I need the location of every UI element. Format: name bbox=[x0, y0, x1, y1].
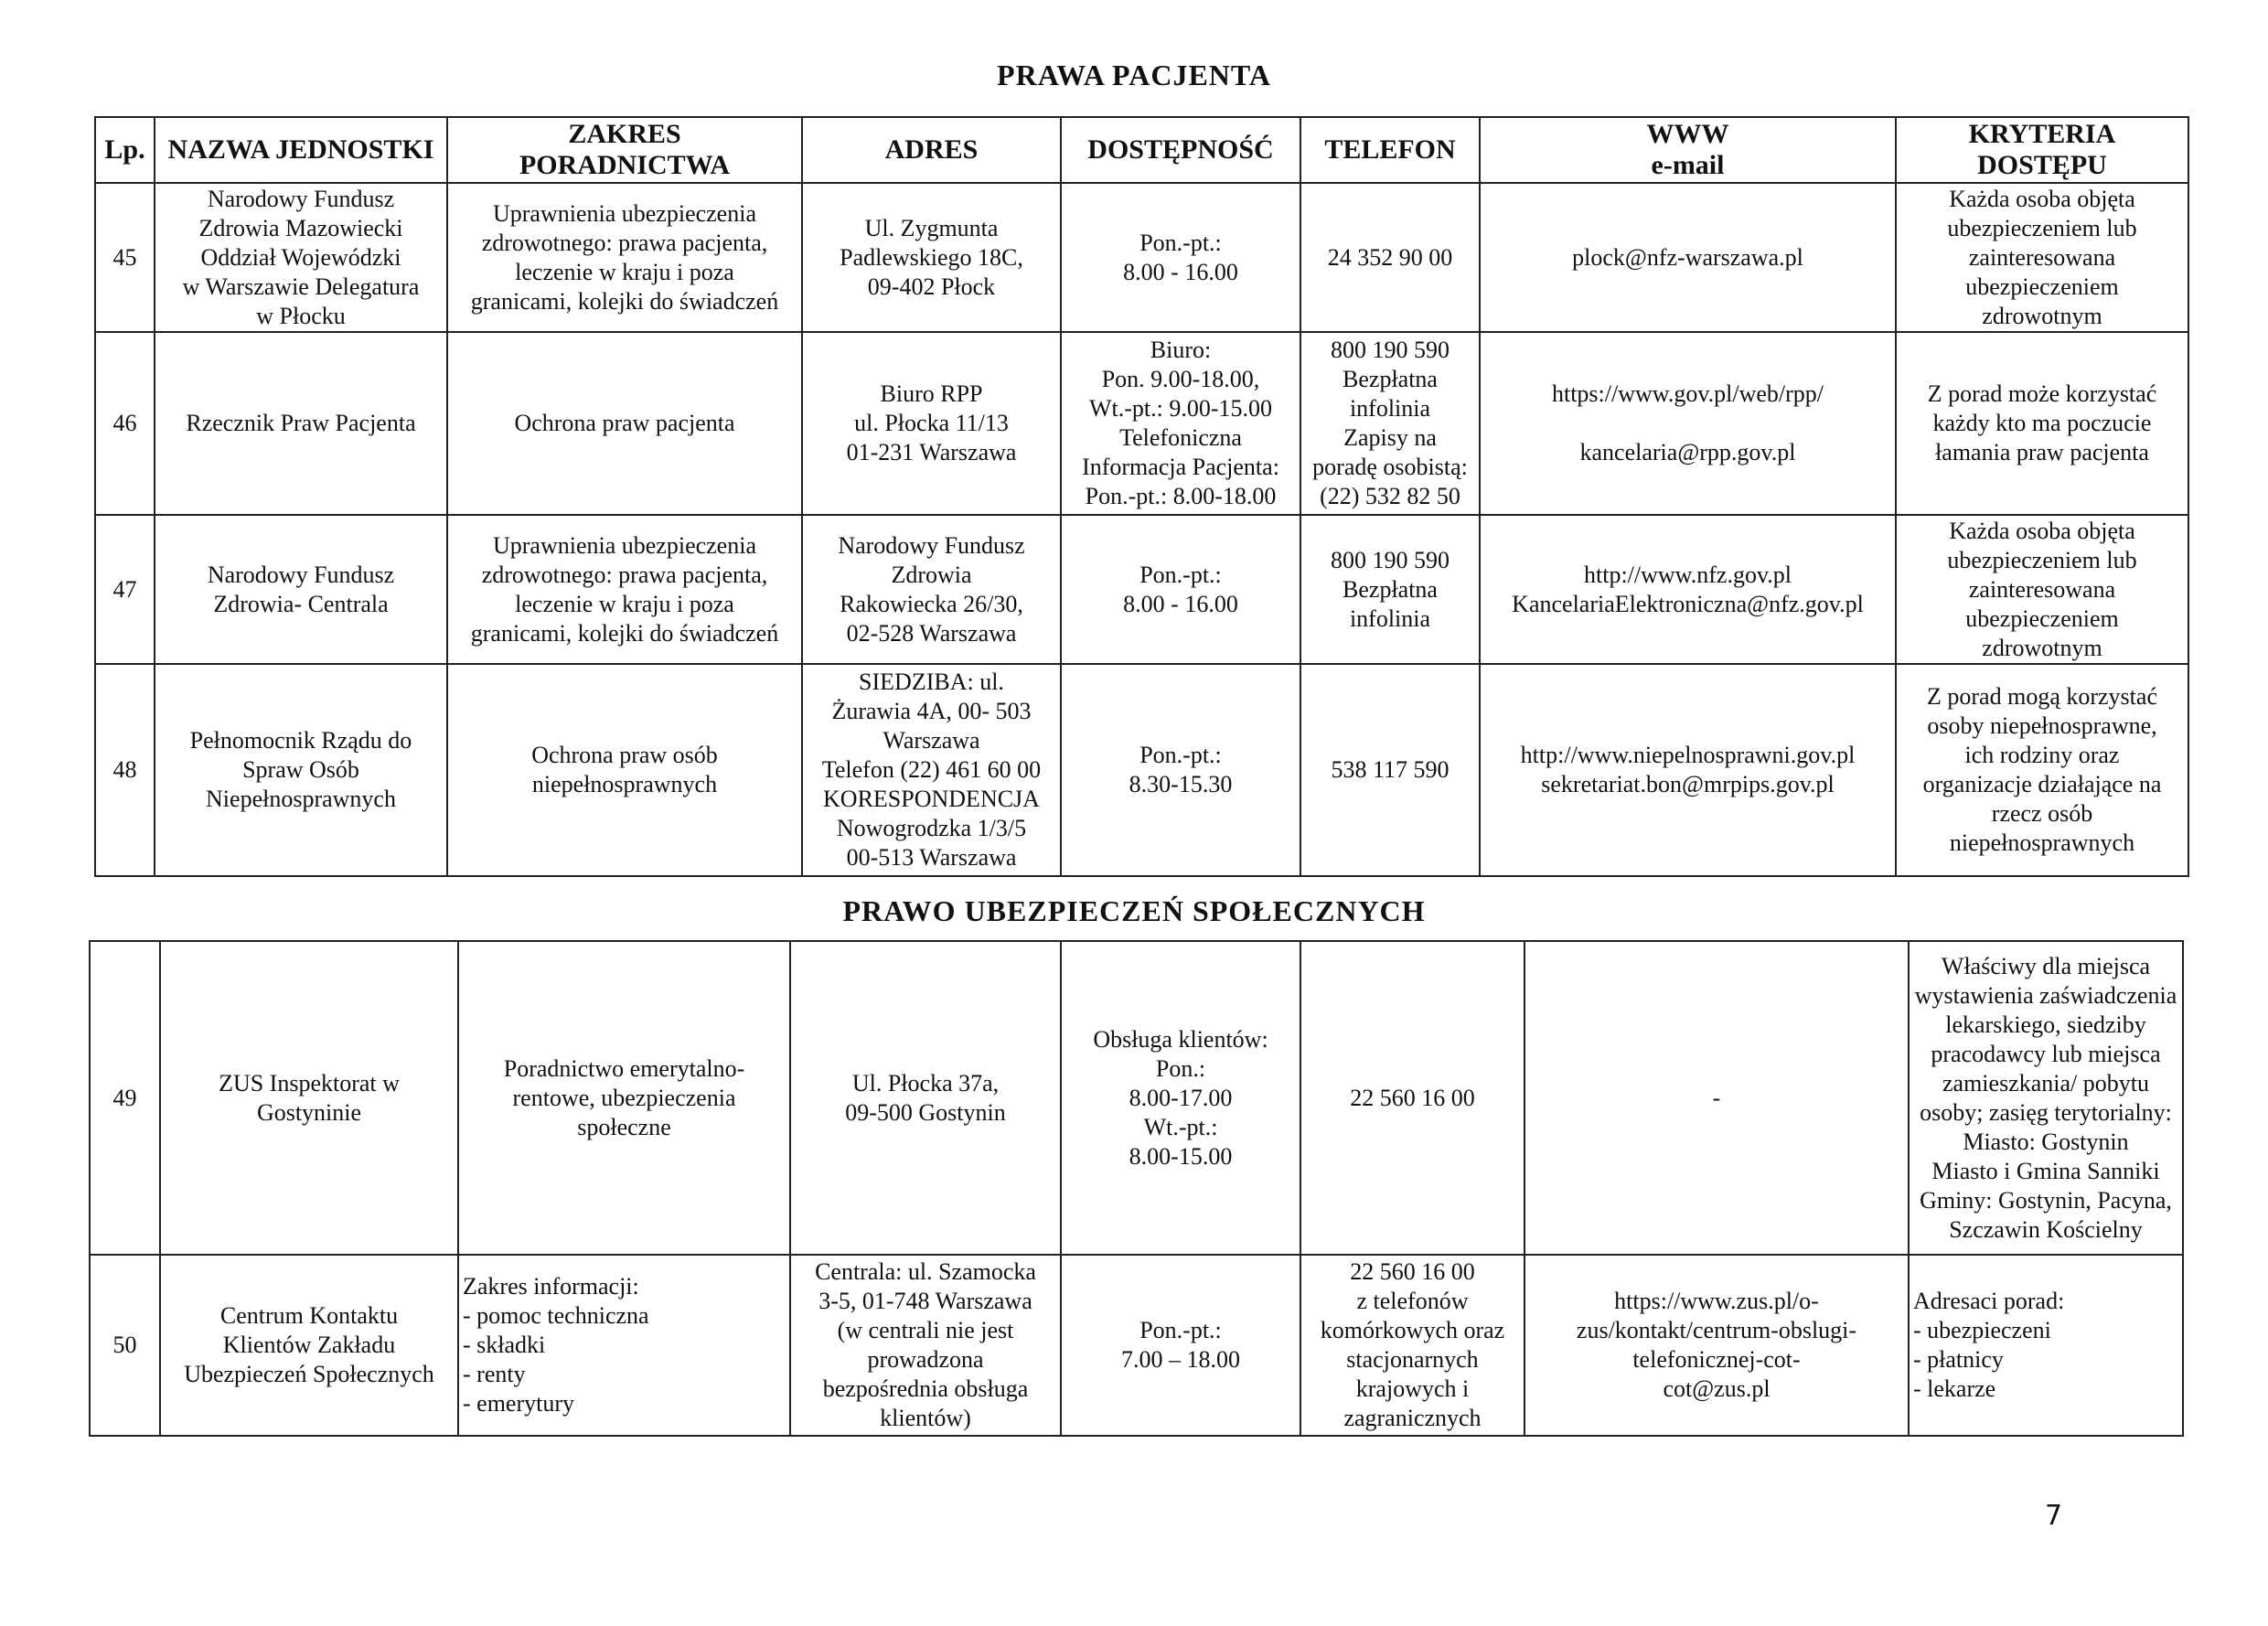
cell-line: http://www.nfz.gov.pl bbox=[1584, 561, 1792, 588]
cell-line: 8.00-17.00 bbox=[1129, 1084, 1233, 1111]
cell-adres bbox=[790, 1255, 1061, 1436]
cell-line: Warszawa bbox=[883, 727, 980, 754]
cell-lp bbox=[90, 1255, 160, 1436]
cell-telefon bbox=[1300, 332, 1480, 515]
cell-line: PORADNICTWA bbox=[519, 150, 730, 180]
table-row bbox=[95, 332, 2188, 515]
cell-line: Miasto i Gmina Sanniki bbox=[1931, 1157, 2160, 1184]
cell-line: Niepełnosprawnych bbox=[206, 786, 396, 812]
cell-line: WWW bbox=[1646, 119, 1729, 149]
cell-telefon bbox=[1300, 515, 1480, 664]
cell-adres bbox=[802, 332, 1061, 515]
cell-line: (22) 532 82 50 bbox=[1320, 483, 1460, 509]
cell-line: Pon.-pt.: bbox=[1139, 561, 1222, 588]
cell-line: Pon.: bbox=[1155, 1054, 1206, 1082]
cell-line: leczenie w kraju i poza bbox=[515, 258, 734, 285]
cell-line: osoby; zasięg terytorialny: bbox=[1920, 1098, 2172, 1126]
cell-line: cot@zus.pl bbox=[1663, 1375, 1771, 1402]
cell-line: zamieszkania/ pobytu bbox=[1942, 1069, 2149, 1096]
section-title-prawa-pacjenta: PRAWA PACJENTA bbox=[997, 59, 1271, 91]
cell-line: https://www.zus.pl/o- bbox=[1614, 1288, 1819, 1314]
table-prawo-ubezpieczen bbox=[89, 940, 2184, 1437]
cell-line: 22 560 16 00 bbox=[1350, 1084, 1475, 1111]
cell-line: 47 bbox=[112, 575, 137, 603]
cell-line: Ubezpieczeń Społecznych bbox=[184, 1361, 434, 1387]
cell-line: 01-231 Warszawa bbox=[846, 439, 1017, 465]
cell-line: 800 190 590 bbox=[1331, 337, 1450, 363]
cell-line: ich rodziny oraz bbox=[1964, 742, 2120, 768]
cell-lp bbox=[95, 515, 155, 664]
cell-line: Ul. Zygmunta bbox=[864, 214, 999, 241]
cell-line: KORESPONDENCJA bbox=[823, 786, 1040, 812]
cell-line: Wt.-pt.: 9.00-15.00 bbox=[1088, 395, 1273, 422]
cell-line: 09-402 Płock bbox=[867, 273, 996, 300]
cell-www-email bbox=[1524, 941, 1909, 1255]
cell-line: Adresaci porad: bbox=[1913, 1288, 2065, 1314]
cell-dostepnosc bbox=[1061, 515, 1300, 664]
cell-line: 8.00 - 16.00 bbox=[1123, 258, 1238, 285]
cell-line: Pon.-pt.: bbox=[1139, 742, 1222, 768]
cell-line: - lekarze bbox=[1913, 1375, 1996, 1402]
cell-line: społeczne bbox=[577, 1113, 671, 1140]
cell-telefon bbox=[1300, 664, 1480, 876]
cell-line: w Warszawie Delegatura bbox=[182, 273, 420, 300]
cell-line: Centrala: ul. Szamocka bbox=[815, 1258, 1036, 1285]
cell-dostepnosc bbox=[1061, 332, 1300, 515]
cell-line: 538 117 590 bbox=[1331, 756, 1450, 783]
table-row bbox=[95, 664, 2188, 876]
cell-line: ubezpieczeniem bbox=[1965, 273, 2119, 300]
header-adres bbox=[802, 117, 1061, 183]
cell-line: Uprawnienia ubezpieczenia bbox=[492, 531, 756, 559]
cell-line: - renty bbox=[463, 1361, 526, 1387]
cell-line: zdrowotnego: prawa pacjenta, bbox=[481, 229, 768, 256]
cell-line: Rakowiecka 26/30, bbox=[840, 590, 1023, 617]
cell-line: Miasto: Gostynin bbox=[1963, 1128, 2129, 1155]
cell-line: - pomoc techniczna bbox=[463, 1302, 649, 1329]
cell-line: plock@nfz-warszawa.pl bbox=[1572, 243, 1803, 271]
cell-line: ul. Płocka 11/13 bbox=[854, 410, 1009, 436]
table-row bbox=[90, 1255, 2183, 1436]
cell-line: Bezpłatna bbox=[1343, 575, 1438, 603]
cell-nazwa-jednostki bbox=[155, 664, 447, 876]
cell-line: ubezpieczeniem lub bbox=[1947, 214, 2137, 241]
cell-line: stacjonarnych bbox=[1346, 1346, 1479, 1373]
cell-line: 49 bbox=[112, 1084, 137, 1111]
cell-line: http://www.niepelnosprawni.gov.pl bbox=[1520, 742, 1856, 768]
cell-line: ZAKRES bbox=[568, 119, 681, 149]
cell-dostepnosc bbox=[1061, 1255, 1300, 1436]
header-nazwa-jednostki bbox=[155, 117, 447, 183]
cell-dostepnosc bbox=[1061, 183, 1300, 332]
cell-line: leczenie w kraju i poza bbox=[515, 590, 734, 617]
cell-line: 46 bbox=[112, 410, 137, 436]
cell-line: Obsługa klientów: bbox=[1093, 1025, 1268, 1053]
cell-nazwa-jednostki bbox=[155, 332, 447, 515]
cell-line: osoby niepełnosprawne, bbox=[1927, 712, 2157, 739]
header-zakres-poradnictwa bbox=[447, 117, 802, 183]
cell-kryteria-dostepu bbox=[1909, 1255, 2183, 1436]
cell-zakres-poradnictwa bbox=[447, 515, 802, 664]
cell-line: poradę osobistą: bbox=[1312, 454, 1468, 480]
cell-line: Biuro: bbox=[1150, 337, 1212, 363]
cell-line: 50 bbox=[112, 1332, 137, 1358]
cell-lp bbox=[95, 183, 155, 332]
table-row bbox=[95, 183, 2188, 332]
cell-line: ADRES bbox=[884, 134, 979, 165]
cell-line: Zapisy na bbox=[1343, 424, 1437, 451]
cell-kryteria-dostepu bbox=[1896, 515, 2188, 664]
cell-line: Telefon (22) 461 60 00 bbox=[821, 756, 1042, 783]
cell-line: rzecz osób bbox=[1991, 800, 2093, 827]
cell-line: Ul. Płocka 37a, bbox=[851, 1069, 1000, 1096]
cell-line: 22 560 16 00 bbox=[1350, 1258, 1475, 1285]
cell-line: Gminy: Gostynin, Pacyna, bbox=[1920, 1186, 2172, 1214]
cell-line: z telefonów bbox=[1356, 1288, 1469, 1314]
cell-line: Pon.-pt.: bbox=[1139, 229, 1222, 256]
cell-line: Narodowy Fundusz bbox=[207, 561, 395, 588]
cell-line: zagranicznych bbox=[1343, 1405, 1482, 1431]
cell-line: - składki bbox=[463, 1332, 546, 1358]
cell-line: Z porad może korzystać bbox=[1927, 380, 2157, 407]
cell-telefon bbox=[1300, 1255, 1524, 1436]
cell-line: w Płocku bbox=[256, 302, 346, 329]
cell-line: zdrowotnym bbox=[1982, 302, 2102, 329]
cell-line: lekarskiego, siedziby bbox=[1945, 1011, 2146, 1038]
cell-line: Żurawia 4A, 00- 503 bbox=[831, 698, 1032, 724]
cell-line: niepełnosprawnych bbox=[1949, 829, 2135, 856]
table-row bbox=[95, 515, 2188, 664]
cell-line: - bbox=[1712, 1084, 1721, 1111]
cell-lp bbox=[90, 941, 160, 1255]
cell-line: KancelariaElektroniczna@nfz.gov.pl bbox=[1512, 590, 1864, 617]
cell-www-email bbox=[1480, 332, 1896, 515]
cell-zakres-poradnictwa bbox=[458, 941, 790, 1255]
cell-line: 45 bbox=[112, 243, 137, 271]
cell-line: zdrowotnego: prawa pacjenta, bbox=[481, 561, 768, 588]
cell-line: https://www.gov.pl/web/rpp/ bbox=[1551, 380, 1824, 407]
cell-line: zus/kontakt/centrum-obslugi- bbox=[1576, 1317, 1857, 1343]
cell-line: zainteresowana bbox=[1968, 243, 2116, 271]
cell-line: każdy kto ma poczucie bbox=[1932, 410, 2152, 436]
cell-zakres-poradnictwa bbox=[447, 183, 802, 332]
cell-line: infolinia bbox=[1349, 604, 1431, 632]
cell-line: Ochrona praw pacjenta bbox=[514, 410, 735, 436]
cell-line: 800 190 590 bbox=[1331, 546, 1450, 573]
cell-line: granicami, kolejki do świadczeń bbox=[470, 619, 779, 647]
cell-zakres-poradnictwa bbox=[458, 1255, 790, 1436]
cell-line: Narodowy Fundusz bbox=[207, 185, 395, 212]
cell-nazwa-jednostki bbox=[160, 941, 458, 1255]
cell-line: Właściwy dla miejsca bbox=[1941, 952, 2151, 979]
cell-nazwa-jednostki bbox=[160, 1255, 458, 1436]
section-title-prawo-ubezpieczen: PRAWO UBEZPIECZEŃ SPOŁECZNYCH bbox=[842, 894, 1426, 927]
table-row bbox=[90, 941, 2183, 1255]
cell-line: Ochrona praw osób bbox=[531, 742, 718, 768]
cell-line: - ubezpieczeni bbox=[1913, 1317, 2051, 1343]
cell-adres bbox=[802, 183, 1061, 332]
cell-line: Padlewskiego 18C, bbox=[840, 243, 1023, 271]
cell-line: Lp. bbox=[104, 134, 145, 165]
cell-line: bezpośrednia obsługa bbox=[822, 1375, 1029, 1402]
cell-kryteria-dostepu bbox=[1909, 941, 2183, 1255]
cell-line: 7.00 – 18.00 bbox=[1121, 1346, 1240, 1373]
cell-www-email bbox=[1480, 183, 1896, 332]
cell-www-email bbox=[1524, 1255, 1909, 1436]
cell-nazwa-jednostki bbox=[155, 183, 447, 332]
cell-line: Pon.-pt.: bbox=[1139, 1317, 1222, 1343]
cell-line: Wt.-pt.: bbox=[1143, 1113, 1218, 1140]
cell-line: kancelaria@rpp.gov.pl bbox=[1579, 439, 1796, 465]
cell-line: Z porad mogą korzystać bbox=[1927, 683, 2157, 710]
cell-line: Każda osoba objęta bbox=[1949, 185, 2135, 212]
cell-line: e-mail bbox=[1651, 150, 1725, 180]
header-www-email bbox=[1480, 117, 1896, 183]
cell-line: Zdrowia bbox=[891, 561, 972, 588]
cell-line: ZUS Inspektorat w bbox=[219, 1069, 400, 1096]
cell-line: komórkowych oraz bbox=[1320, 1317, 1505, 1343]
cell-telefon bbox=[1300, 183, 1480, 332]
cell-line: łamania praw pacjenta bbox=[1935, 439, 2149, 465]
header-kryteria-dostepu bbox=[1896, 117, 2188, 183]
cell-line: - płatnicy bbox=[1913, 1346, 2004, 1373]
cell-line: Każda osoba objęta bbox=[1949, 517, 2135, 544]
cell-line: 02-528 Warszawa bbox=[846, 619, 1017, 647]
cell-adres bbox=[802, 664, 1061, 876]
cell-adres bbox=[802, 515, 1061, 664]
cell-line: ubezpieczeniem bbox=[1965, 604, 2119, 632]
cell-line: Centrum Kontaktu bbox=[219, 1302, 399, 1329]
cell-kryteria-dostepu bbox=[1896, 664, 2188, 876]
cell-nazwa-jednostki bbox=[155, 515, 447, 664]
cell-line: prowadzona bbox=[867, 1346, 984, 1373]
cell-line: ubezpieczeniem lub bbox=[1947, 546, 2137, 573]
cell-line: Narodowy Fundusz bbox=[838, 531, 1025, 559]
cell-www-email bbox=[1480, 515, 1896, 664]
cell-dostepnosc bbox=[1061, 941, 1300, 1255]
cell-line: 8.30-15.30 bbox=[1129, 771, 1233, 797]
cell-adres bbox=[790, 941, 1061, 1255]
cell-line: rentowe, ubezpieczenia bbox=[512, 1084, 736, 1111]
page-number: 7 bbox=[2045, 1500, 2063, 1532]
cell-line: niepełnosprawnych bbox=[531, 771, 718, 797]
cell-zakres-poradnictwa bbox=[447, 332, 802, 515]
cell-line: 8.00 - 16.00 bbox=[1123, 590, 1238, 617]
cell-kryteria-dostepu bbox=[1896, 183, 2188, 332]
cell-line: krajowych i bbox=[1355, 1375, 1470, 1402]
cell-line: 00-513 Warszawa bbox=[846, 844, 1017, 871]
cell-line: - emerytury bbox=[463, 1390, 575, 1417]
cell-line: Gostyninie bbox=[256, 1098, 362, 1126]
cell-line: Poradnictwo emerytalno- bbox=[503, 1054, 745, 1082]
cell-dostepnosc bbox=[1061, 664, 1300, 876]
cell-lp bbox=[95, 664, 155, 876]
cell-line: sekretariat.bon@mrpips.gov.pl bbox=[1541, 771, 1835, 797]
cell-line: granicami, kolejki do świadczeń bbox=[470, 287, 779, 315]
cell-line: DOSTĘPU bbox=[1977, 150, 2107, 180]
cell-line: zdrowotnym bbox=[1982, 634, 2102, 661]
cell-line: Zdrowia Mazowiecki bbox=[198, 214, 403, 241]
header-dostepnosc bbox=[1061, 117, 1300, 183]
cell-line: (w centrali nie jest bbox=[837, 1317, 1014, 1343]
cell-line: telefonicznej-cot- bbox=[1632, 1346, 1801, 1373]
cell-line: DOSTĘPNOŚĆ bbox=[1087, 134, 1274, 165]
cell-line: zainteresowana bbox=[1968, 575, 2116, 603]
table-header-row bbox=[95, 117, 2188, 183]
table-prawa-pacjenta bbox=[94, 116, 2189, 877]
cell-line: Oddział Wojewódzki bbox=[200, 243, 401, 271]
cell-line bbox=[1484, 409, 1891, 438]
cell-line: NAZWA JEDNOSTKI bbox=[167, 134, 434, 165]
cell-line: Nowogrodzka 1/3/5 bbox=[836, 815, 1027, 841]
cell-line: Spraw Osób bbox=[242, 756, 359, 783]
cell-line: Rzecznik Praw Pacjenta bbox=[186, 410, 416, 436]
cell-line: Klientów Zakładu bbox=[222, 1332, 396, 1358]
cell-line: Szczawin Kościelny bbox=[1949, 1215, 2143, 1243]
cell-line: Pon. 9.00-18.00, bbox=[1101, 366, 1260, 392]
cell-line: Zakres informacji: bbox=[463, 1273, 639, 1300]
cell-line: 8.00-15.00 bbox=[1129, 1142, 1233, 1170]
cell-line: 09-500 Gostynin bbox=[845, 1098, 1006, 1126]
cell-line: KRYTERIA bbox=[1968, 119, 2116, 149]
cell-line: 24 352 90 00 bbox=[1327, 243, 1453, 271]
cell-line: pracodawcy lub miejsca bbox=[1931, 1040, 2161, 1067]
cell-line: 3-5, 01-748 Warszawa bbox=[818, 1288, 1032, 1314]
cell-line: Uprawnienia ubezpieczenia bbox=[492, 199, 756, 227]
cell-line: Informacja Pacjenta: bbox=[1082, 454, 1279, 480]
cell-line: Bezpłatna bbox=[1343, 366, 1438, 392]
cell-line: 48 bbox=[112, 756, 137, 783]
cell-line: TELEFON bbox=[1324, 134, 1456, 165]
cell-www-email bbox=[1480, 664, 1896, 876]
cell-zakres-poradnictwa bbox=[447, 664, 802, 876]
header-lp bbox=[95, 117, 155, 183]
cell-line: Zdrowia- Centrala bbox=[213, 590, 389, 617]
cell-kryteria-dostepu bbox=[1896, 332, 2188, 515]
cell-line: infolinia bbox=[1349, 395, 1431, 422]
cell-telefon bbox=[1300, 941, 1524, 1255]
cell-line: wystawienia zaświadczenia bbox=[1914, 981, 2177, 1009]
cell-line: organizacje działające na bbox=[1922, 771, 2162, 797]
cell-line: Pełnomocnik Rządu do bbox=[189, 727, 412, 754]
cell-line: SIEDZIBA: ul. bbox=[859, 669, 1004, 695]
cell-lp bbox=[95, 332, 155, 515]
cell-line: Telefoniczna bbox=[1119, 424, 1242, 451]
cell-line: Pon.-pt.: 8.00-18.00 bbox=[1085, 483, 1277, 509]
header-telefon bbox=[1300, 117, 1480, 183]
cell-line: Biuro RPP bbox=[880, 380, 983, 407]
cell-line: klientów) bbox=[880, 1405, 971, 1431]
